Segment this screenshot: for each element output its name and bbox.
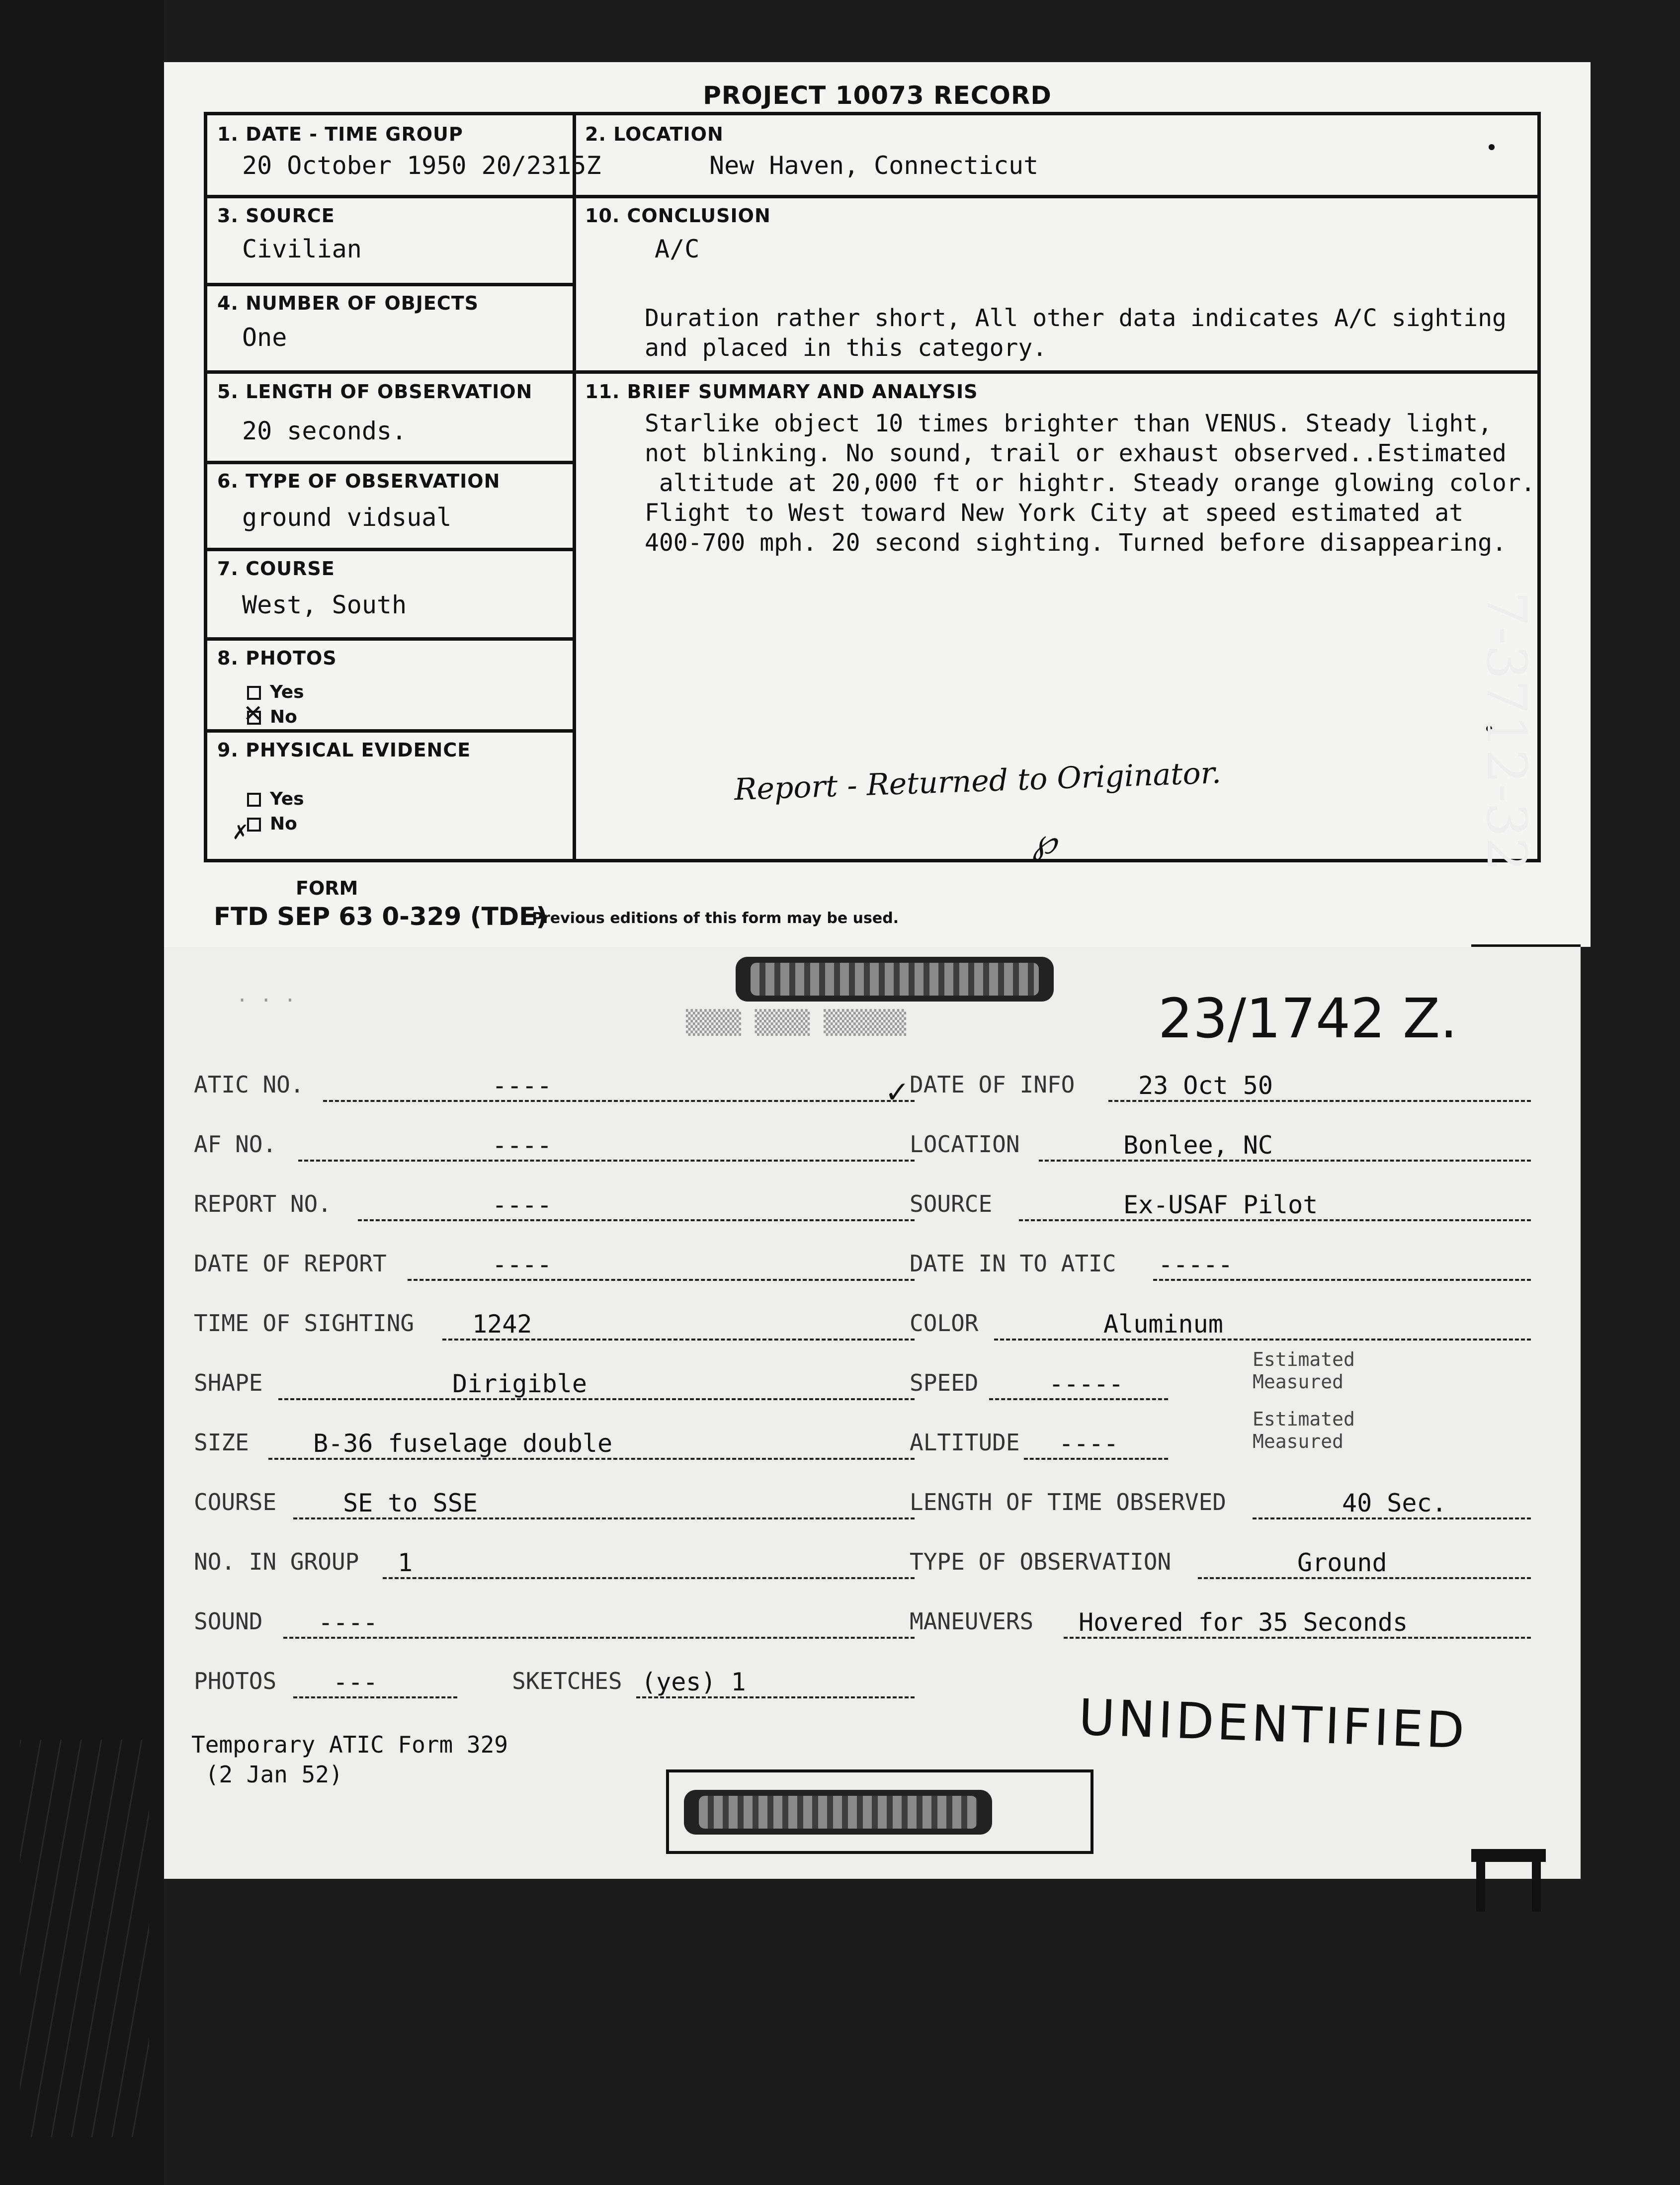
number-of-objects-label: 4. NUMBER OF OBJECTS	[217, 292, 479, 314]
fill-line	[408, 1279, 915, 1281]
handwritten-time: 23/1742 Z.	[1158, 987, 1458, 1050]
handwritten-x-mark-icon: ✗	[232, 821, 249, 844]
physical-evidence-label: 9. PHYSICAL EVIDENCE	[217, 739, 471, 761]
form-grid	[204, 112, 1541, 862]
location-label: 2. LOCATION	[585, 123, 724, 145]
fill-line	[323, 1100, 915, 1102]
fill-line	[293, 1517, 915, 1519]
fill-line	[1153, 1279, 1531, 1281]
speed-estimated-label: Estimated	[1253, 1348, 1355, 1370]
handwritten-initials-mark: ℘	[1032, 821, 1057, 862]
date-time-group-value: 20 October 1950 20/2315Z	[242, 151, 601, 180]
fill-line	[1198, 1577, 1531, 1579]
time-of-sighting-value: 1242	[472, 1310, 532, 1339]
fill-line	[1064, 1637, 1531, 1639]
date-in-to-atic-value: -----	[1158, 1250, 1233, 1279]
evidence-yes-option	[247, 789, 304, 809]
course-label: COURSE	[194, 1489, 277, 1515]
fill-line	[1019, 1219, 1531, 1221]
summary-label: 11. BRIEF SUMMARY AND ANALYSIS	[585, 381, 978, 403]
photos-yes-label: Yes	[270, 682, 304, 702]
photos-value: ---	[333, 1668, 378, 1696]
film-scratches	[20, 1740, 149, 2137]
report-no-value: ----	[492, 1190, 552, 1219]
checkbox-x-mark-icon: ✕	[243, 700, 263, 728]
photos-yes-option	[247, 682, 304, 702]
course-value: SE to SSE	[343, 1489, 478, 1517]
handwritten-returned-note: Report - Returned to Originator.	[734, 755, 1222, 808]
evidence-yes-label: Yes	[270, 789, 304, 809]
no-in-group-value: 1	[398, 1548, 413, 1577]
footer-form-word: FORM	[296, 877, 358, 899]
course-value: West, South	[242, 590, 407, 619]
type-of-observation-label: 6. TYPE OF OBSERVATION	[217, 470, 501, 492]
illegible-marks: · · ·	[236, 989, 296, 1012]
checkbox-empty-icon	[247, 686, 261, 700]
source-value: Ex-USAF Pilot	[1123, 1190, 1318, 1219]
type-of-observation-value: Ground	[1297, 1548, 1387, 1577]
fill-line	[1024, 1458, 1168, 1460]
sound-value: ----	[318, 1608, 378, 1637]
divider	[207, 548, 573, 551]
color-label: COLOR	[910, 1310, 979, 1337]
conclusion-label: 10. CONCLUSION	[585, 205, 771, 227]
project-record-form	[164, 62, 1591, 947]
date-time-group-label: 1. DATE - TIME GROUP	[217, 123, 463, 145]
temporary-form-name: Temporary ATIC Form 329 (2 Jan 52)	[191, 1731, 508, 1788]
margin-handwritten-number: 7-3712-32	[1475, 591, 1538, 872]
photos-label: 8. PHOTOS	[217, 647, 337, 669]
divider	[207, 283, 573, 286]
date-of-report-label: DATE OF REPORT	[194, 1250, 387, 1277]
film-border-left	[0, 0, 164, 2185]
fill-line	[994, 1339, 1531, 1341]
source-value: Civilian	[242, 235, 362, 263]
fill-line	[1039, 1160, 1531, 1162]
conclusion-note-line-2: and placed in this category.	[645, 334, 1047, 362]
date-of-report-value: ----	[492, 1250, 552, 1279]
location-label: LOCATION	[910, 1131, 1020, 1158]
divider	[207, 637, 573, 641]
footer-previous-editions: Previous editions of this form may be used.	[532, 910, 899, 927]
altitude-value: ----	[1059, 1429, 1119, 1458]
maneuvers-value: Hovered for 35 Seconds	[1079, 1608, 1408, 1637]
af-no-value: ----	[492, 1131, 552, 1160]
shape-value: Dirigible	[452, 1369, 587, 1398]
fill-line	[283, 1637, 915, 1639]
altitude-estimated-label: Estimated	[1253, 1408, 1355, 1430]
footer-ftd: FTD	[214, 902, 268, 931]
date-of-info-label: DATE OF INFO	[910, 1071, 1075, 1098]
source-label: 3. SOURCE	[217, 205, 335, 227]
atic-no-label: ATIC NO.	[194, 1071, 304, 1098]
evidence-no-label: No	[270, 814, 297, 834]
course-label: 7. COURSE	[217, 558, 335, 580]
source-label: SOURCE	[910, 1190, 993, 1217]
divider	[207, 461, 573, 464]
type-of-observation-label: TYPE OF OBSERVATION	[910, 1548, 1172, 1575]
no-in-group-label: NO. IN GROUP	[194, 1548, 359, 1575]
handwritten-conclusion: UNIDENTIFIED	[1078, 1688, 1469, 1760]
length-of-observation-label: 5. LENGTH OF OBSERVATION	[217, 381, 533, 403]
fill-line	[298, 1160, 915, 1162]
checkbox-empty-icon	[247, 793, 261, 807]
fill-line	[1108, 1100, 1531, 1102]
divider	[573, 370, 1537, 374]
fill-line	[383, 1577, 915, 1579]
footer-form-id	[214, 902, 547, 931]
column-divider	[573, 115, 576, 859]
atic-no-value: ----	[492, 1071, 552, 1100]
divider	[207, 729, 573, 733]
location-value: New Haven, Connecticut	[709, 151, 1039, 180]
footer-form-number: SEP 63 0-329 (TDE)	[277, 902, 548, 931]
fill-line	[358, 1219, 915, 1221]
fill-line	[442, 1339, 915, 1341]
length-of-observation-value: 20 seconds.	[242, 417, 407, 445]
af-no-label: AF NO.	[194, 1131, 277, 1158]
photos-label: PHOTOS	[194, 1668, 277, 1694]
length-of-time-observed-label: LENGTH OF TIME OBSERVED	[910, 1489, 1226, 1515]
size-value: B-36 fuselage double	[313, 1429, 613, 1458]
number-of-objects-value: One	[242, 323, 287, 352]
date-in-to-atic-label: DATE IN TO ATIC	[910, 1250, 1116, 1277]
shape-label: SHAPE	[194, 1369, 263, 1396]
fill-line	[278, 1398, 915, 1400]
fill-line	[268, 1458, 915, 1460]
redaction-box	[666, 1769, 1093, 1854]
speed-measured-label: Measured	[1253, 1371, 1344, 1393]
length-of-time-observed-value: 40 Sec.	[1342, 1489, 1447, 1517]
summary-text: Starlike object 10 times brighter than VENUS. Steady light, not blinking. No sound, trail or exhaust observed..Estimated altitude at 20,000 ft or hightr. Steady orange glowing color. Flight to West toward New York City at speed estimated at 400-700 mph. 20 second sighting. Turned before disappearing.	[645, 410, 1535, 557]
size-label: SIZE	[194, 1429, 249, 1456]
divider	[573, 195, 1537, 198]
redaction-stamp	[684, 1790, 992, 1835]
checkbox-empty-icon	[247, 818, 261, 832]
redaction-stamp	[736, 957, 1054, 1002]
date-of-info-value: 23 Oct 50	[1138, 1071, 1273, 1100]
photos-no-label: No	[270, 707, 297, 727]
report-no-label: REPORT NO.	[194, 1190, 332, 1217]
fill-line	[989, 1398, 1168, 1400]
time-of-sighting-label: TIME OF SIGHTING	[194, 1310, 415, 1337]
evidence-no-option	[247, 814, 297, 834]
fill-line	[293, 1696, 457, 1698]
form-title: PROJECT 10073 RECORD	[703, 81, 1052, 110]
atic-form	[164, 947, 1581, 1879]
type-of-observation-value: ground vidsual	[242, 503, 452, 532]
binder-clip-icon	[1471, 1849, 1546, 1897]
sketches-value: (yes) 1	[641, 1668, 746, 1696]
handwritten-check-mark-icon: ✓	[885, 1075, 910, 1110]
divider	[207, 195, 573, 198]
maneuvers-label: MANEUVERS	[910, 1608, 1034, 1635]
fill-line	[636, 1696, 915, 1698]
conclusion-note-line-1: Duration rather short, All other data indicates A/C sighting	[645, 304, 1507, 332]
speck	[1489, 144, 1495, 150]
sketches-label: SKETCHES	[512, 1668, 622, 1694]
conclusion-value: A/C	[655, 235, 700, 263]
sound-label: SOUND	[194, 1608, 263, 1635]
altitude-label: ALTITUDE	[910, 1429, 1020, 1456]
speed-value: -----	[1049, 1369, 1124, 1398]
divider	[207, 370, 573, 374]
speed-label: SPEED	[910, 1369, 979, 1396]
illegible-heading: ▒▒▒▒ ▒▒▒▒ ▒▒▒▒▒▒	[686, 1009, 907, 1036]
color-value: Aluminum	[1103, 1310, 1223, 1339]
fill-line	[1253, 1517, 1531, 1519]
altitude-measured-label: Measured	[1253, 1430, 1344, 1452]
location-value: Bonlee, NC	[1123, 1131, 1273, 1160]
